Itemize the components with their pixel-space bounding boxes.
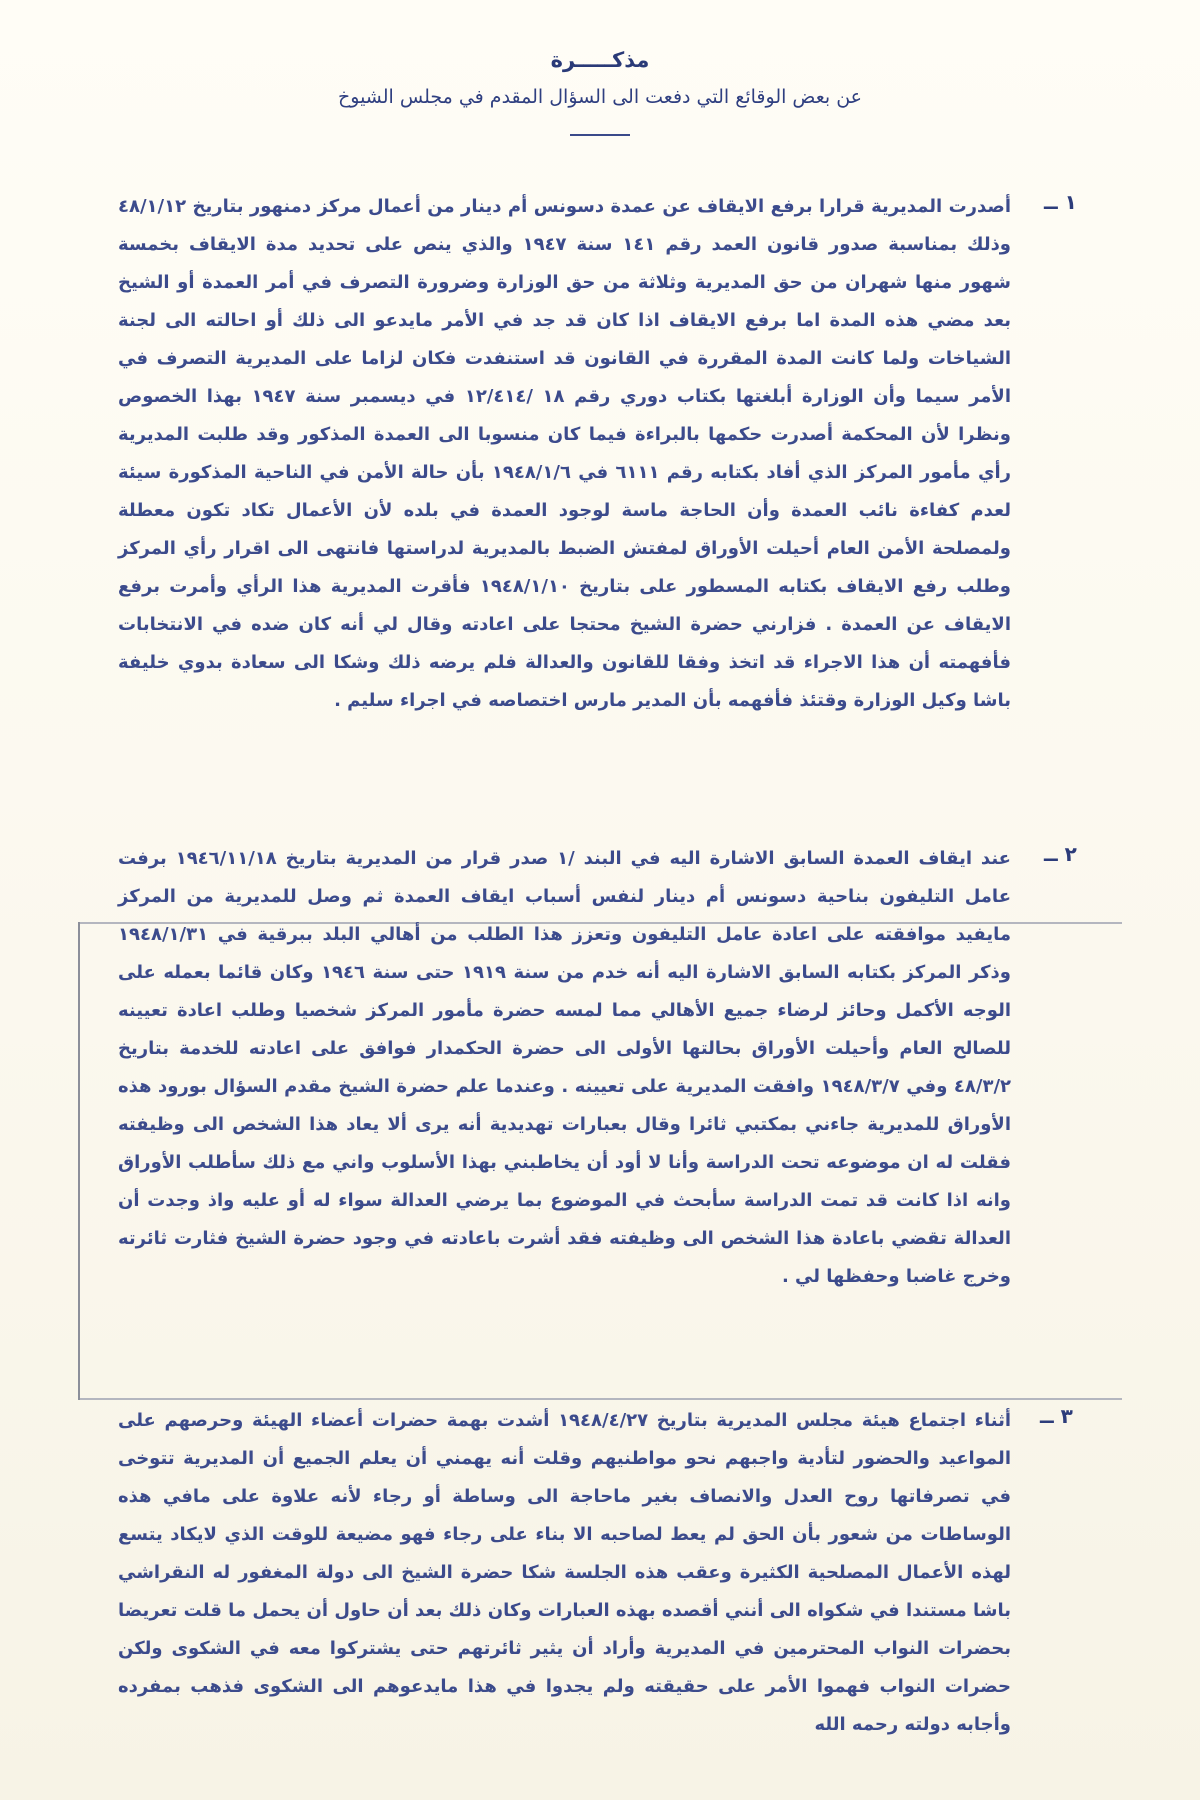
memo-subtitle: عن بعض الوقائع التي دفعت الى السؤال المقدم في مجلس الشيوخ bbox=[337, 86, 862, 108]
title-underline bbox=[570, 134, 630, 136]
memo-header bbox=[0, 48, 1200, 136]
paragraph-number: ٢ ــ bbox=[1044, 842, 1077, 866]
paragraph-number: ١ ــ bbox=[1044, 190, 1077, 214]
paragraph-1: أصدرت المديرية قرارا برفع الايقاف عن عمدة دسونس أم دينار من أعمال مركز دمنهور بتاريخ ٤٨/١/١٢ وذلك بمناسبة صدور قانون العمد رقم ١٤١ سنة ١٩٤٧ والذي ينص على تحديد مدة الايقاف بخمسة شهور منها شهران من حق المديرية وثلاثة من حق الوزارة وضرورة التصرف في أمر العمدة أو الشيخ بعد مضي هذه المدة اما برفع الايقاف اذا كان قد جد في الأمر مايدعو الى ذلك أو احالته الى لجنة الشياخات ولما كانت المدة المقررة في القانون قد استنفدت فكان لزاما على المديرية التصرف في الأمر سيما وأن الوزارة أبلغتها بكتاب دوري رقم ١٨ /١٢/٤١٤ في ديسمبر سنة ١٩٤٧ بهذا الخصوص ونظرا لأن المحكمة أصدرت حكمها بالبراءة فيما كان منسوبا الى العمدة المذكور وقد طلبت المديرية رأي مأمور المركز الذي أفاد بكتابه رقم ٦١١١ في ١٩٤٨/١/٦ بأن حالة الأمن في الناحية المذكورة سيئة لعدم كفاءة نائب العمدة وأن الحاجة ماسة لوجود العمدة في بلده لأن الأعمال تكاد تكون معطلة ولمصلحة الأمن العام أحيلت الأوراق لمفتش الضبط بالمديرية لدراستها فانتهى الى اقرار رأي المركز وطلب رفع الايقاف بكتابه المسطور على بتاريخ ١٩٤٨/١/١٠ فأقرت المديرية هذا الرأي وأمرت برفع الايقاف عن العمدة . فزارني حضرة الشيخ محتجا على اعادته وقال لي أنه كان ضده في الانتخابات فأفهمته أن هذا الاجراء قد اتخذ وفقا للقانون والعدالة فلم يرضه ذلك وشكا الى سعادة بدوي خليفة باشا وكيل الوزارة وقتئذ فأفهمه بأن المدير مارس اختصاصه في اجراء سليم . bbox=[118, 196, 1012, 711]
box-left-border bbox=[78, 922, 80, 1400]
box-bottom-border bbox=[78, 1398, 1122, 1400]
paragraph-2: عند ايقاف العمدة السابق الاشارة اليه في البند /١ صدر قرار من المديرية بتاريخ ١٩٤٦/١١/١٨ برفت عامل التليفون بناحية دسونس أم دينار لنفس أسباب ايقاف العمدة ثم وصل للمديرية من المركز مايفيد موافقته على اعادة عامل التليفون وتعزز هذا الطلب من أهالي البلد ببرقية في ١٩٤٨/١/٣١ وذكر المركز بكتابه السابق الاشارة اليه أنه خدم من سنة ١٩١٩ حتى سنة ١٩٤٦ وكان قائما بعمله على الوجه الأكمل وحائز لرضاء جميع الأهالي مما لمسه حضرة مأمور المركز شخصيا وطلب اعادة تعيينه للصالح العام وأحيلت الأوراق بحالتها الأولى الى حضرة الحكمدار فوافق على اعادته للخدمة بتاريخ ٤٨/٣/٢ وفي ١٩٤٨/٣/٧ وافقت المديرية على تعيينه . وعندما علم حضرة الشيخ مقدم السؤال بورود هذه الأوراق للمديرية جاءني بمكتبي ثائرا وقال بعبارات تهديدية أنه يرى ألا يعاد هذا الشخص الى وظيفته فقلت له ان موضوعه تحت الدراسة وأنا لا أود أن يخاطبني بهذا الأسلوب واني مع ذلك سأطلب الأوراق وانه اذا كانت قد تمت الدراسة سأبحث في الموضوع بما يرضي العدالة سواء له أو عليه واذ وجدت أن العدالة تقضي باعادة هذا الشخص الى وظيفته فقد أشرت باعادته في وجود حضرة الشيخ فثارت ثائرته وخرج غاضبا وحفظها لي . bbox=[118, 848, 1011, 1287]
paragraph-3: أثناء اجتماع هيئة مجلس المديرية بتاريخ ١٩٤٨/٤/٢٧ أشدت بهمة حضرات أعضاء الهيئة وحرصهم على المواعيد والحضور لتأدية واجبهم نحو مواطنيهم وقلت أنه يهمني أن يعلم الجميع أن المديرية تتوخى في تصرفاتها روح العدل والانصاف بغير ماحاجة الى وساطة أو رجاء لأنه علاوة على مافي هذه الوساطات من شعور بأن الحق لم يعط لصاحبه الا بناء على رجاء فهو مضيعة للوقت الذي لايكاد يتسع لهذه الأعمال المصلحية الكثيرة وعقب هذه الجلسة شكا حضرة الشيخ الى دولة المغفور له النقراشي باشا مستندا في شكواه الى أنني أقصده بهذه العبارات وكان ذلك بعد أن حاول أن يحمل ما قلت تعريضا بحضرات النواب المحترمين في المديرية وأراد أن يثير ثائرتهم حتى يشتركوا معه في الشكوى ولكن حضرات النواب فهموا الأمر على حقيقته ولم يجدوا في هذا مايدعوهم الى الشكوى فذهب بمفرده وأجابه دولته رحمه الله bbox=[118, 1410, 1012, 1735]
memo-title: مذكـــــرة bbox=[550, 48, 650, 72]
paragraph-number: ٣ ــ bbox=[1040, 1404, 1073, 1428]
